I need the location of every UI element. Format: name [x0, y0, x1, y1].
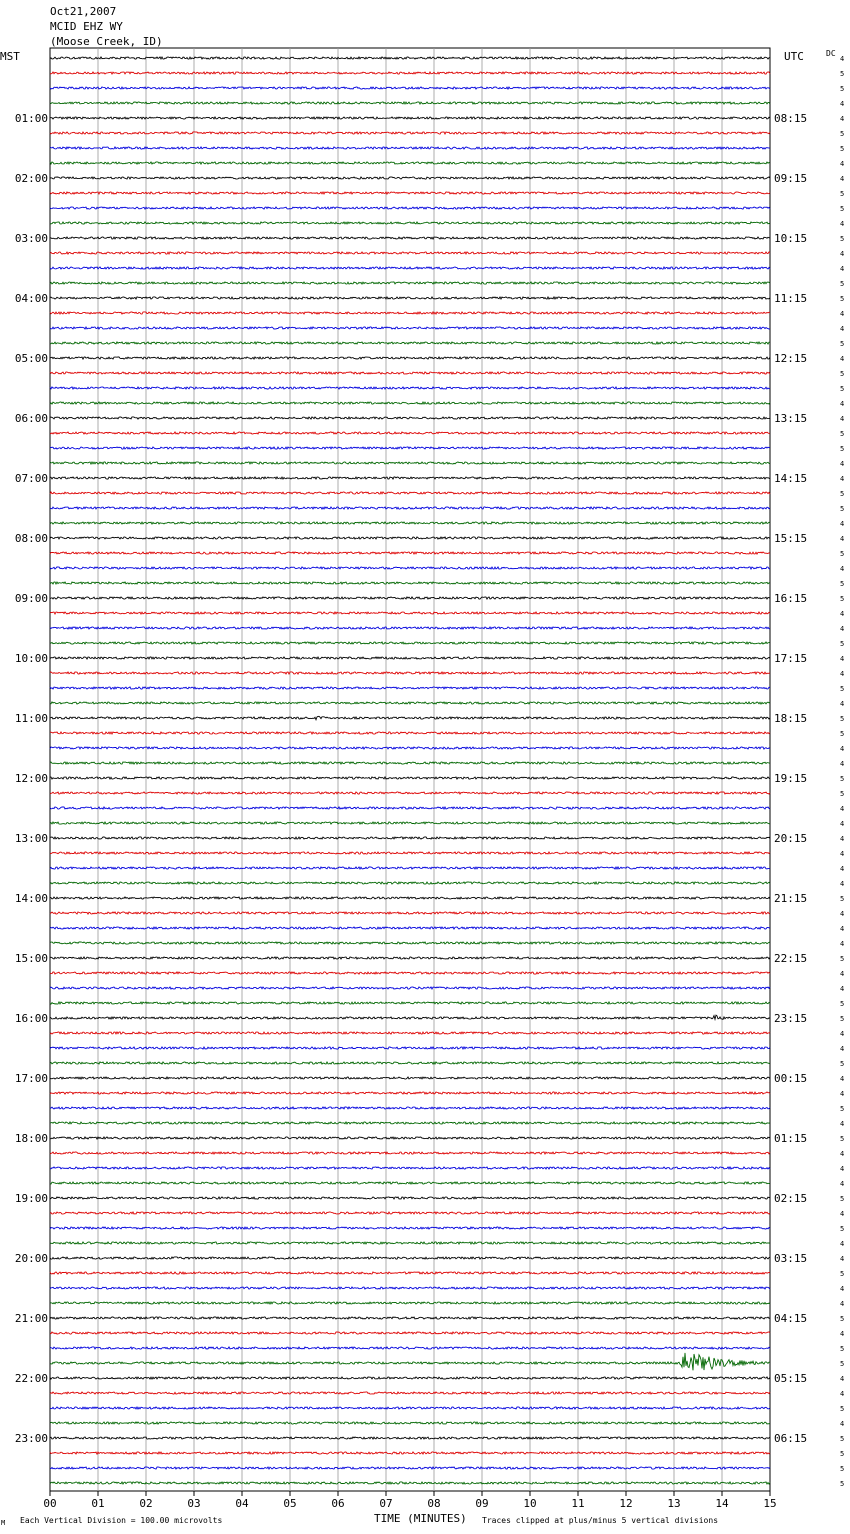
dc-offset-value: 5	[840, 955, 845, 963]
dc-offset-value: 4	[840, 610, 845, 618]
trace-line	[50, 1167, 770, 1169]
utc-hour-label: 21:15	[774, 892, 808, 905]
dc-offset-value: 5	[840, 730, 845, 738]
mst-hour-label: 21:00	[14, 1312, 48, 1325]
trace-line	[50, 1257, 770, 1259]
trace-line	[50, 747, 770, 749]
station-location: (Moose Creek, ID)	[50, 35, 163, 48]
trace-line	[50, 1182, 770, 1184]
dc-offset-value: 5	[840, 235, 845, 243]
dc-offset-value: 4	[840, 460, 845, 468]
dc-offset-value: 4	[840, 970, 845, 978]
dc-offset-value: 5	[840, 295, 845, 303]
dc-offset-value: 5	[840, 1450, 845, 1458]
utc-hour-label: 03:15	[774, 1252, 808, 1265]
dc-offset-value: 4	[840, 160, 845, 168]
trace-line	[50, 612, 770, 614]
dc-offset-value: 4	[840, 1240, 845, 1248]
dc-offset-value: 5	[840, 1015, 845, 1023]
utc-hour-label: 23:15	[774, 1012, 808, 1025]
dc-offset-value: 5	[840, 370, 845, 378]
dc-offset-value: 5	[840, 70, 845, 78]
trace-line	[50, 1107, 770, 1109]
dc-offset-value: 4	[840, 1165, 845, 1173]
x-tick-label: 00	[43, 1497, 57, 1510]
utc-hour-label: 16:15	[774, 592, 808, 605]
trace-line	[50, 177, 770, 179]
trace-line	[50, 402, 770, 404]
mst-hour-label: 04:00	[14, 292, 48, 305]
dc-offset-value: 5	[840, 1105, 845, 1113]
dc-offset-value: 5	[840, 85, 845, 93]
dc-offset-value: 5	[840, 1360, 845, 1368]
dc-offset-value: 5	[840, 385, 845, 393]
mst-hour-label: 05:00	[14, 352, 48, 365]
x-tick-label: 05	[283, 1497, 297, 1510]
dc-offset-value: 4	[840, 1210, 845, 1218]
dc-label: DC	[826, 49, 836, 58]
dc-offset-value: 4	[840, 910, 845, 918]
trace-line	[50, 1152, 770, 1154]
trace-line	[50, 357, 770, 359]
dc-offset-value: 4	[840, 1090, 845, 1098]
dc-offset-value: 4	[840, 700, 845, 708]
mst-hour-label: 01:00	[14, 112, 48, 125]
trace-line	[50, 492, 770, 494]
trace-line	[50, 162, 770, 164]
trace-line	[50, 867, 770, 869]
trace-line	[50, 1032, 770, 1034]
trace-line	[50, 207, 770, 209]
x-tick-label: 07	[379, 1497, 393, 1510]
trace-line	[50, 567, 770, 569]
dc-offset-value: 4	[840, 1180, 845, 1188]
mst-hour-label: 19:00	[14, 1192, 48, 1205]
trace-line	[50, 1392, 770, 1394]
mst-hour-label: 15:00	[14, 952, 48, 965]
dc-offset-value: 5	[840, 895, 845, 903]
trace-line	[50, 792, 770, 794]
dc-offset-value: 4	[840, 925, 845, 933]
x-tick-label: 15	[763, 1497, 777, 1510]
trace-line	[50, 132, 770, 134]
dc-offset-value: 4	[840, 520, 845, 528]
mst-hour-label: 06:00	[14, 412, 48, 425]
trace-line	[50, 807, 770, 809]
trace-line	[50, 1452, 770, 1454]
dc-offset-value: 5	[840, 445, 845, 453]
trace-line	[50, 1302, 770, 1304]
trace-line	[50, 582, 770, 584]
trace-line	[50, 552, 770, 554]
trace-line	[50, 462, 770, 464]
dc-offset-value: 5	[840, 1465, 845, 1473]
dc-offset-value: 4	[840, 1075, 845, 1083]
dc-offset-value: 5	[840, 1060, 845, 1068]
dc-offset-value: 4	[840, 670, 845, 678]
mst-hour-label: 16:00	[14, 1012, 48, 1025]
dc-offset-value: 4	[840, 310, 845, 318]
trace-line	[50, 1242, 770, 1244]
trace-line	[50, 687, 770, 689]
dc-offset-value: 4	[840, 1285, 845, 1293]
dc-offset-value: 5	[840, 490, 845, 498]
trace-line	[50, 1015, 770, 1019]
trace-line	[50, 777, 770, 779]
dc-offset-value: 5	[840, 340, 845, 348]
utc-hour-label: 09:15	[774, 172, 808, 185]
dc-offset-value: 4	[840, 400, 845, 408]
dc-offset-value: 5	[840, 130, 845, 138]
dc-offset-value: 5	[840, 595, 845, 603]
x-tick-label: 08	[427, 1497, 441, 1510]
dc-offset-value: 4	[840, 1375, 845, 1383]
trace-line	[50, 1002, 770, 1004]
utc-hour-label: 12:15	[774, 352, 808, 365]
trace-line	[50, 87, 770, 89]
dc-offset-value: 5	[840, 145, 845, 153]
trace-line	[50, 1062, 770, 1064]
dc-offset-value: 4	[840, 865, 845, 873]
utc-hour-label: 15:15	[774, 532, 808, 545]
trace-line	[50, 1287, 770, 1289]
dc-offset-value: 4	[840, 220, 845, 228]
record-date: Oct21,2007	[50, 5, 117, 18]
dc-offset-value: 4	[840, 265, 845, 273]
x-tick-label: 13	[667, 1497, 681, 1510]
dc-offset-value: 5	[840, 1135, 845, 1143]
mst-hour-label: 09:00	[14, 592, 48, 605]
trace-line	[50, 672, 770, 674]
dc-offset-value: 5	[840, 430, 845, 438]
trace-line	[50, 237, 770, 239]
dc-offset-value: 5	[840, 1195, 845, 1203]
dc-offset-value: 4	[840, 940, 845, 948]
x-tick-label: 02	[139, 1497, 153, 1510]
dc-offset-value: 5	[840, 190, 845, 198]
trace-line	[50, 762, 770, 764]
utc-hour-label: 08:15	[774, 112, 808, 125]
trace-line	[50, 702, 770, 704]
utc-hour-label: 02:15	[774, 1192, 808, 1205]
trace-line	[50, 1227, 770, 1229]
utc-hour-label: 19:15	[774, 772, 808, 785]
dc-offset-value: 4	[840, 475, 845, 483]
dc-offset-value: 4	[840, 745, 845, 753]
x-tick-label: 14	[715, 1497, 729, 1510]
timezone-right-label: UTC	[784, 50, 804, 63]
trace-line	[50, 417, 770, 419]
dc-offset-value: 5	[840, 775, 845, 783]
utc-hour-label: 20:15	[774, 832, 808, 845]
dc-offset-value: 5	[840, 1225, 845, 1233]
x-tick-label: 09	[475, 1497, 489, 1510]
dc-offset-value: 5	[840, 685, 845, 693]
dc-offset-value: 4	[840, 325, 845, 333]
dc-offset-value: 5	[840, 505, 845, 513]
mst-hour-label: 08:00	[14, 532, 48, 545]
trace-line	[50, 1272, 770, 1274]
utc-hour-label: 14:15	[774, 472, 808, 485]
dc-offset-value: 5	[840, 1345, 845, 1353]
trace-line	[50, 657, 770, 659]
trace-line	[50, 1422, 770, 1424]
dc-offset-value: 4	[840, 115, 845, 123]
utc-hour-label: 18:15	[774, 712, 808, 725]
dc-offset-value: 4	[840, 1255, 845, 1263]
dc-offset-value: 5	[840, 640, 845, 648]
dc-offset-value: 4	[840, 850, 845, 858]
trace-line	[50, 597, 770, 599]
dc-offset-value: 4	[840, 175, 845, 183]
mst-hour-label: 22:00	[14, 1372, 48, 1385]
trace-line	[50, 716, 770, 719]
dc-offset-value: 4	[840, 1300, 845, 1308]
trace-line	[50, 1482, 770, 1484]
trace-line	[50, 942, 770, 944]
trace-line	[50, 342, 770, 344]
mst-hour-label: 17:00	[14, 1072, 48, 1085]
trace-line	[50, 912, 770, 914]
x-tick-label: 03	[187, 1497, 201, 1510]
dc-offset-value: 4	[840, 1330, 845, 1338]
trace-line	[50, 267, 770, 269]
x-tick-label: 12	[619, 1497, 633, 1510]
dc-offset-value: 4	[840, 355, 845, 363]
trace-line	[50, 312, 770, 314]
trace-line	[50, 1092, 770, 1094]
trace-line	[50, 522, 770, 524]
trace-line	[50, 252, 770, 254]
utc-hour-label: 05:15	[774, 1372, 808, 1385]
mst-hour-label: 14:00	[14, 892, 48, 905]
dc-offset-value: 5	[840, 550, 845, 558]
trace-line	[50, 222, 770, 224]
trace-line	[50, 507, 770, 509]
trace-line	[50, 537, 770, 539]
utc-hour-label: 00:15	[774, 1072, 808, 1085]
trace-line	[50, 372, 770, 374]
trace-line	[50, 102, 770, 104]
utc-hour-label: 13:15	[774, 412, 808, 425]
trace-line	[50, 192, 770, 194]
trace-line	[50, 447, 770, 449]
trace-line	[50, 297, 770, 299]
scale-note: Each Vertical Division = 100.00 microvolts	[20, 1516, 223, 1525]
trace-line	[50, 837, 770, 839]
dc-offset-value: 4	[840, 1150, 845, 1158]
trace-line	[50, 1047, 770, 1049]
timezone-left-label: MST	[0, 50, 20, 63]
trace-line	[50, 1407, 770, 1409]
mst-hour-label: 02:00	[14, 172, 48, 185]
trace-line	[50, 1353, 770, 1370]
dc-offset-value: 4	[840, 565, 845, 573]
dc-offset-value: 4	[840, 250, 845, 258]
utc-hour-label: 11:15	[774, 292, 808, 305]
axis-labels	[0, 49, 844, 1527]
mst-hour-label: 03:00	[14, 232, 48, 245]
dc-offset-value: 4	[840, 1390, 845, 1398]
trace-line	[50, 432, 770, 434]
mst-hour-label: 18:00	[14, 1132, 48, 1145]
trace-line	[50, 72, 770, 74]
dc-offset-value: 5	[840, 1270, 845, 1278]
utc-hour-label: 17:15	[774, 652, 808, 665]
trace-line	[50, 1212, 770, 1214]
corner-mark: M	[1, 1519, 6, 1527]
mst-hour-label: 12:00	[14, 772, 48, 785]
mst-hour-label: 20:00	[14, 1252, 48, 1265]
dc-offset-value: 5	[840, 1405, 845, 1413]
dc-offset-value: 5	[840, 1480, 845, 1488]
dc-offset-value: 5	[840, 1315, 845, 1323]
dc-offset-value: 5	[840, 280, 845, 288]
trace-line	[50, 627, 770, 629]
dc-offset-value: 4	[840, 1420, 845, 1428]
time-grid	[50, 48, 770, 1496]
dc-offset-value: 4	[840, 655, 845, 663]
utc-hour-label: 01:15	[774, 1132, 808, 1145]
mst-hour-label: 10:00	[14, 652, 48, 665]
dc-offset-value: 5	[840, 580, 845, 588]
dc-offset-value: 5	[840, 790, 845, 798]
trace-line	[50, 1197, 770, 1199]
trace-line	[50, 1317, 770, 1319]
trace-line	[50, 972, 770, 974]
x-tick-label: 01	[91, 1497, 105, 1510]
dc-offset-value: 4	[840, 835, 845, 843]
trace-line	[50, 897, 770, 899]
trace-line	[50, 147, 770, 149]
utc-hour-label: 04:15	[774, 1312, 808, 1325]
trace-line	[50, 1347, 770, 1349]
seismogram-traces	[50, 57, 770, 1484]
station-name: MCID EHZ WY	[50, 20, 123, 33]
utc-hour-label: 06:15	[774, 1432, 808, 1445]
trace-line	[50, 957, 770, 959]
trace-line	[50, 987, 770, 989]
trace-line	[50, 1137, 770, 1139]
dc-offset-value: 4	[840, 1045, 845, 1053]
trace-line	[50, 642, 770, 644]
utc-hour-label: 22:15	[774, 952, 808, 965]
x-axis-title: TIME (MINUTES)	[374, 1512, 467, 1525]
x-tick-label: 04	[235, 1497, 249, 1510]
dc-offset-value: 4	[840, 535, 845, 543]
dc-offset-value: 4	[840, 880, 845, 888]
trace-line	[50, 282, 770, 284]
dc-offset-value: 4	[840, 985, 845, 993]
mst-hour-label: 11:00	[14, 712, 48, 725]
trace-line	[50, 327, 770, 329]
dc-offset-value: 5	[840, 715, 845, 723]
trace-line	[50, 57, 770, 59]
dc-offset-value: 5	[840, 1435, 845, 1443]
dc-offset-value: 5	[840, 1000, 845, 1008]
dc-offset-value: 4	[840, 55, 845, 63]
dc-offset-value: 4	[840, 1030, 845, 1038]
dc-offset-value: 4	[840, 100, 845, 108]
x-tick-label: 11	[571, 1497, 585, 1510]
dc-offset-value: 4	[840, 625, 845, 633]
x-tick-label: 10	[523, 1497, 537, 1510]
mst-hour-label: 07:00	[14, 472, 48, 485]
dc-offset-value: 4	[840, 760, 845, 768]
trace-line	[50, 117, 770, 119]
trace-line	[50, 1332, 770, 1334]
trace-line	[50, 1467, 770, 1469]
dc-offset-value: 4	[840, 415, 845, 423]
mst-hour-label: 13:00	[14, 832, 48, 845]
trace-line	[50, 882, 770, 884]
dc-offset-value: 5	[840, 205, 845, 213]
trace-line	[50, 477, 770, 479]
dc-offset-value: 4	[840, 805, 845, 813]
plot-frame	[50, 48, 770, 1491]
trace-line	[50, 1122, 770, 1124]
mst-hour-label: 23:00	[14, 1432, 48, 1445]
trace-line	[50, 927, 770, 929]
trace-line	[50, 1377, 770, 1379]
trace-line	[50, 852, 770, 854]
trace-line	[50, 387, 770, 389]
utc-hour-label: 10:15	[774, 232, 808, 245]
trace-line	[50, 732, 770, 734]
trace-line	[50, 822, 770, 824]
trace-line	[50, 1077, 770, 1079]
x-tick-label: 06	[331, 1497, 345, 1510]
dc-offset-value: 4	[840, 820, 845, 828]
clip-note: Traces clipped at plus/minus 5 vertical divisions	[482, 1516, 719, 1525]
dc-offset-value: 4	[840, 1120, 845, 1128]
trace-line	[50, 1437, 770, 1439]
